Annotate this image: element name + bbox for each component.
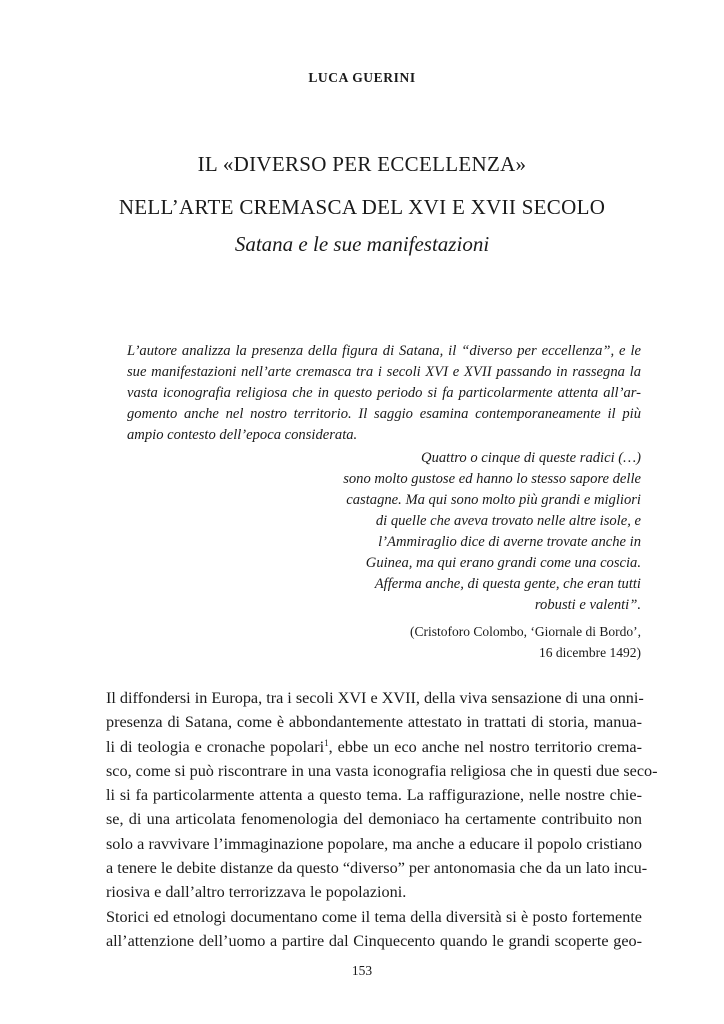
abstract-line: gomento anche nel nostro territorio. Il saggio esamina contemporaneamente il più	[127, 406, 641, 422]
body-line	[106, 735, 642, 759]
epigraph-line: robusti e valenti”.	[534, 597, 641, 613]
abstract-line: L’autore analizza la presenza della figura di Satana, il “diverso per eccellenza”, e le	[127, 343, 641, 359]
epigraph-line: sono molto gustose ed hanno lo stesso sapore delle	[343, 471, 641, 487]
citation-line: (Cristoforo Colombo, ‘Giornale di Bordo’,	[410, 624, 641, 639]
citation-line: 16 dicembre 1492)	[539, 645, 641, 660]
article-subtitle: Satana e le sue manifestazioni	[234, 232, 490, 256]
body-line: riosiva e dall’altro terrorizzava le popolazioni.	[106, 883, 407, 902]
epigraph-line: Quattro o cinque di queste radici (…)	[421, 450, 641, 466]
abstract	[127, 341, 641, 446]
body-text-fragment: li di teologia e cronache popolari	[106, 737, 325, 756]
body-line: solo a ravvivare l’immaginazione popolare, ma anche a educare il popolo cristiano	[106, 834, 642, 853]
body-line: se, di una articolata fenomenologia del demoniaco ha certamente contribuito non	[106, 810, 642, 829]
author-name: LUCA GUERINI	[308, 70, 416, 85]
body-line: Il diffondersi in Europa, tra i secoli XVI e XVII, della viva sensazione di una onni-	[106, 689, 644, 707]
epigraph-line: di quelle che aveva trovato nelle altre isole, e	[375, 513, 641, 529]
epigraph-line: Guinea, ma qui erano grandi come una coscia.	[365, 555, 641, 571]
body-line: all’attenzione dell’uomo a partire dal Cinquecento quando le grandi scoperte geo-	[106, 931, 642, 950]
epigraph-line: l’Ammiraglio dice di averne trovate anche in	[378, 534, 641, 550]
article-title-line-2: NELL’ARTE CREMASCA DEL XVI E XVII SECOLO	[118, 195, 606, 219]
epigraph-quote	[300, 448, 641, 616]
body-line: presenza di Satana, come è abbondantemente attestato in trattati di storia, manua-	[106, 713, 642, 732]
body-text	[106, 686, 658, 953]
body-line: li si fa particolarmente attenta a questo tema. La raffigurazione, nelle nostre chie-	[106, 786, 642, 805]
article-title-line-1: IL «DIVERSO PER ECCELLENZA»	[197, 152, 527, 176]
epigraph-line: castagne. Ma qui sono molto più grandi e migliori	[346, 492, 641, 508]
body-line: sco, come si può riscontrare in una vasta iconografia religiosa che in questi due seco-	[106, 761, 658, 780]
footnote-reference[interactable]: 1	[324, 737, 329, 748]
epigraph-line: Afferma anche, di questa gente, che eran tutti	[374, 576, 641, 592]
abstract-line: ampio contesto dell’epoca considerata.	[127, 427, 358, 443]
abstract-line: sue manifestazioni nell’arte cremasca tra i secoli XVI e XVII passando in rassegna la	[127, 364, 641, 380]
page-number: 153	[351, 963, 373, 978]
abstract-line: vasta iconografia religiosa che in questo periodo si fa particolarmente attenta all’ar-	[127, 385, 641, 401]
body-line: Storici ed etnologi documentano come il tema della diversità si è posto fortemente	[106, 907, 642, 926]
body-line: a tenere le debite distanze da questo “diverso” per antonomasia che da un lato incu-	[106, 859, 648, 878]
epigraph-citation	[300, 621, 641, 663]
body-text-fragment: , ebbe un eco anche nel nostro territorio crema-	[328, 737, 642, 756]
